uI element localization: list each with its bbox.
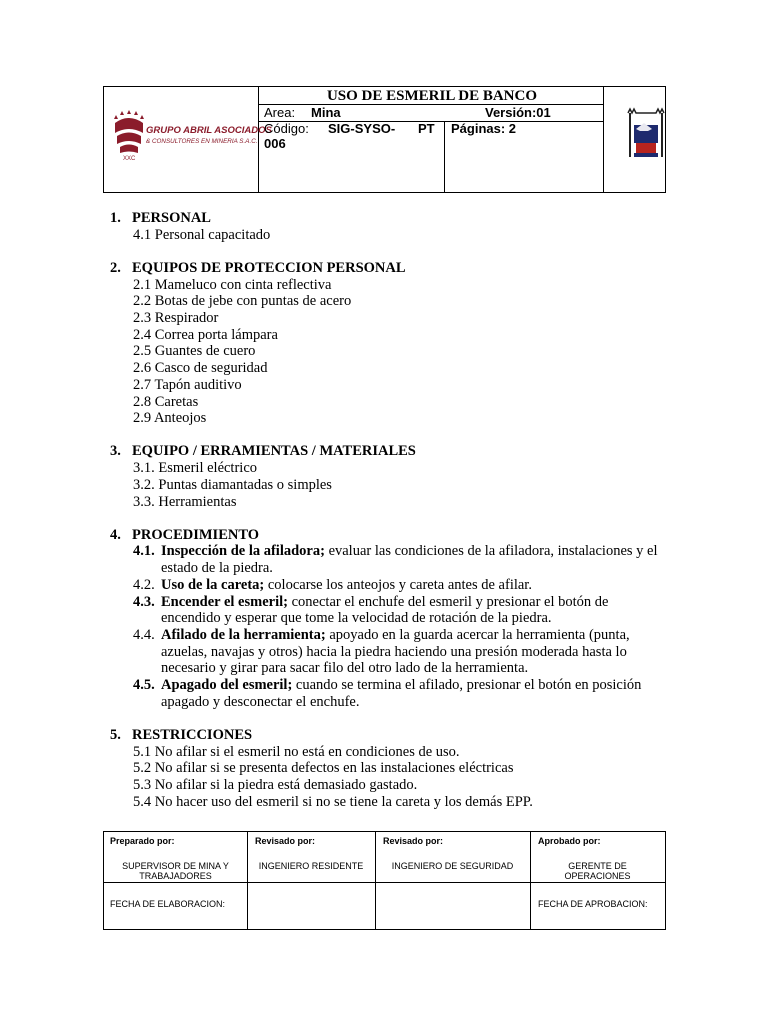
section-procedure (110, 527, 670, 711)
section-number: 3. (110, 443, 121, 460)
mining-emblem-icon (622, 107, 670, 163)
list-item: 2.7 Tapón auditivo (133, 376, 242, 393)
approval-table (103, 831, 666, 930)
svg-text:XXC: XXC (123, 156, 136, 162)
role-line: GERENTE DE (568, 861, 627, 871)
list-item: 5.4 No hacer uso del esmeril si no se tiene la careta y los demás EPP. (133, 793, 533, 810)
role-line: SUPERVISOR DE MINA Y (122, 861, 229, 871)
approval-date-label: FECHA DE APROBACION: (538, 899, 648, 909)
step-label: Uso de la careta; (161, 576, 265, 593)
code-value: SIG-SYSO- (328, 121, 396, 136)
header-divider (258, 87, 259, 192)
company-logo (110, 105, 272, 163)
role-line: TRABAJADORES (139, 871, 212, 881)
section-personal (110, 210, 670, 243)
logo-name-text: GRUPO ABRIL ASOCIADOS (146, 125, 272, 136)
section-title (110, 727, 670, 744)
section-title-text: RESTRICCIONES (132, 726, 253, 743)
step-number: 4.5. (133, 677, 155, 694)
code-value-suffix: PT (418, 121, 435, 136)
procedure-step (110, 594, 670, 627)
step-text: conectar el enchufe del esmeril y presionar el botón de encendido y esperar que tome la velocidad de rotación de la piedra. (161, 593, 609, 627)
prepared-by-label: Preparado por: (110, 836, 175, 846)
step-text: apoyado en la guarda acercar la herramienta (punta, azuelas, navajas y otros) hacia la piedra haciendo una presión moderada hasta lo necesario y girar para sacar filo del otro lado de la herramienta. (161, 626, 630, 677)
area-label: Area: (264, 105, 296, 120)
area-value: Mina (311, 105, 341, 120)
header-divider (444, 121, 445, 192)
procedure-step (110, 577, 670, 594)
section-number: 2. (110, 259, 121, 276)
step-label: Encender el esmeril; (161, 593, 288, 610)
list-item: 4.1 Personal capacitado (133, 226, 271, 243)
section-title (110, 527, 670, 544)
role-line: OPERACIONES (564, 871, 631, 881)
list-item: 2.1 Mameluco con cinta reflectiva (133, 276, 332, 293)
section-number: 4. (110, 526, 121, 543)
step-number: 4.3. (133, 593, 155, 610)
document-header-table (103, 86, 666, 193)
list-item: 2.2 Botas de jebe con puntas de acero (133, 293, 352, 310)
document-body (110, 210, 670, 827)
step-text: cuando se termina el afilado, presionar el botón en posición apagado y desconectar el enchufe. (161, 677, 642, 710)
procedure-step (110, 677, 670, 710)
section-restrictions (110, 727, 670, 811)
table-divider (375, 832, 376, 929)
section-equipment (110, 443, 670, 510)
logo-subtitle-text: & CONSULTORES EN MINERIA S.A.C. (146, 138, 258, 145)
reviewed-by-role-2: INGENIERO DE SEGURIDAD (391, 861, 514, 871)
list-item: 3.1. Esmeril eléctrico (133, 460, 258, 477)
section-title-text: PROCEDIMIENTO (132, 526, 260, 543)
approved-by-role (530, 861, 665, 881)
section-title-text: EQUIPOS DE PROTECCION PERSONAL (132, 259, 406, 276)
section-number: 5. (110, 726, 121, 743)
section-ppe (110, 260, 670, 427)
prepared-by-role (104, 861, 247, 881)
list-item: 3.3. Herramientas (133, 493, 237, 510)
reviewed-by-role: INGENIERO RESIDENTE (258, 861, 364, 871)
list-item: 3.2. Puntas diamantadas o simples (133, 476, 332, 493)
elaboration-date-label: FECHA DE ELABORACION: (110, 899, 226, 909)
section-number: 1. (110, 210, 121, 226)
document-title: USO DE ESMERIL DE BANCO (326, 88, 538, 104)
procedure-step (110, 543, 670, 576)
list-item: 2.5 Guantes de cuero (133, 343, 256, 360)
code-label: Código: (264, 121, 309, 136)
step-number: 4.4. (133, 626, 155, 643)
list-item: 5.2 No afilar si se presenta defectos en las instalaciones eléctricas (133, 760, 514, 777)
code-value-number: 006 (264, 136, 286, 151)
approved-by-label: Aprobado por: (538, 836, 601, 846)
table-divider (247, 832, 248, 929)
section-title (110, 210, 670, 227)
table-divider (104, 882, 665, 883)
pages-text: Páginas: 2 (451, 121, 517, 136)
procedure-step (110, 627, 670, 677)
section-title-text: EQUIPO / ERRAMIENTAS / MATERIALES (132, 443, 416, 460)
section-title (110, 443, 670, 460)
list-item: 2.6 Casco de seguridad (133, 360, 268, 377)
section-title (110, 260, 670, 277)
step-text: evaluar las condiciones de la afiladora, instalaciones y el estado de la piedra. (161, 543, 658, 577)
reviewed-by-label-2: Revisado por: (383, 836, 444, 846)
list-item: 5.1 No afilar si el esmeril no está en condiciones de uso. (133, 743, 460, 760)
section-title-text: PERSONAL (132, 210, 211, 226)
list-item: 2.3 Respirador (133, 310, 219, 327)
step-label: Afilado de la herramienta; (161, 626, 326, 643)
step-number: 4.1. (133, 543, 155, 560)
reviewed-by-label: Revisado por: (255, 836, 316, 846)
step-text: colocarse los anteojos y careta antes de afilar. (264, 576, 532, 593)
list-item: 2.8 Caretas (133, 393, 199, 410)
step-label: Inspección de la afiladora; (161, 543, 325, 560)
step-label: Apagado del esmeril; (161, 677, 293, 694)
step-number: 4.2. (133, 576, 155, 593)
version-text: Versión:01 (485, 105, 551, 120)
list-item: 2.9 Anteojos (133, 410, 207, 427)
list-item: 2.4 Correa porta lámpara (133, 326, 278, 343)
list-item: 5.3 No afilar si la piedra está demasiado gastado. (133, 777, 418, 794)
